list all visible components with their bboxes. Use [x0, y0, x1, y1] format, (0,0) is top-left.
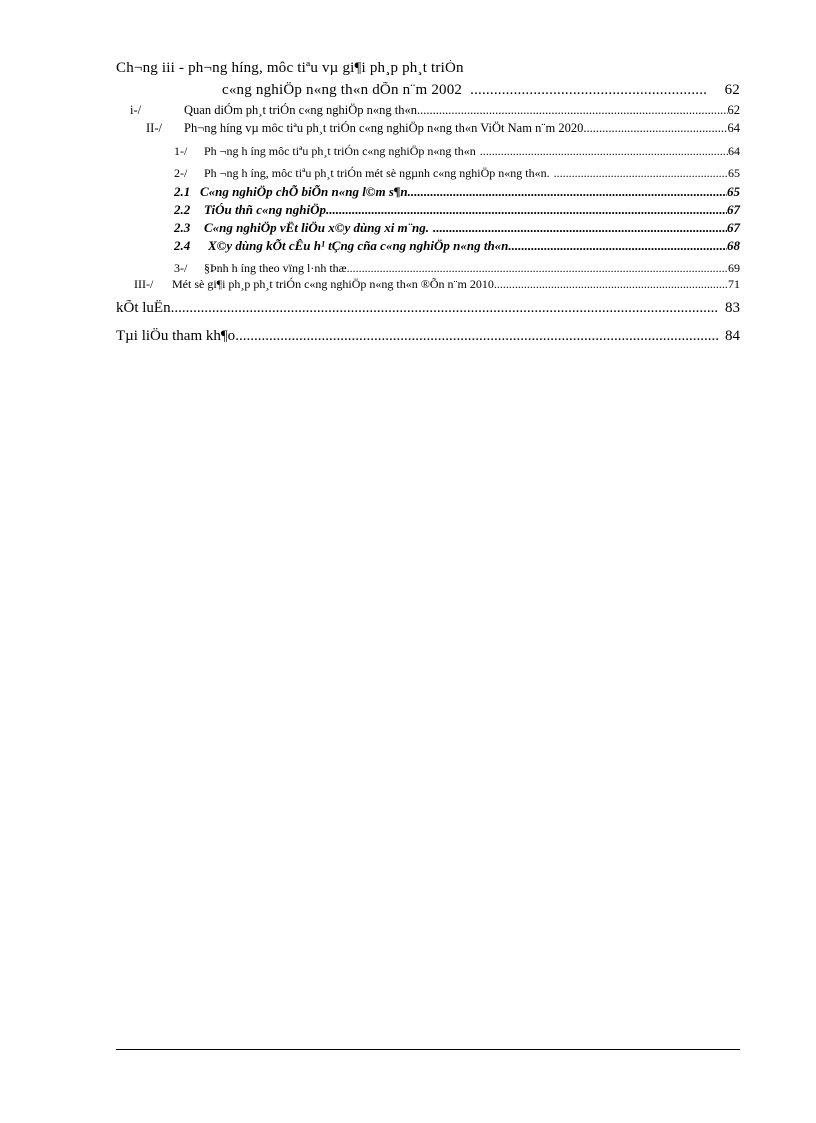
entry-page-number: 68	[727, 238, 740, 253]
entry-text: Ph¬ng híng vµ môc tiªu ph¸t triÓn c«ng nghiÖp n«ng th«n ViÖt Nam n¨m 2020	[184, 121, 584, 135]
footer-rule	[116, 1049, 740, 1050]
toc-entry	[116, 277, 740, 292]
leader-dots	[235, 328, 718, 345]
leader-dots	[411, 184, 727, 200]
leader-dots	[462, 82, 708, 99]
entry-number: 2-/	[174, 166, 188, 180]
entry-page-number: 71	[728, 277, 740, 291]
entry-text: C«ng nghiÖp chÕ biÕn n«ng l©m s¶n.	[200, 184, 411, 199]
leader-dots	[350, 261, 728, 276]
entry-text: §Þnh h íng theo vïng l·nh thæ.	[204, 261, 350, 275]
toc-entry	[116, 238, 740, 254]
toc-entry	[116, 166, 740, 181]
entry-page-number: 67	[727, 202, 740, 217]
toc-entry	[116, 121, 740, 136]
entry-page-number: 65	[728, 166, 740, 180]
leader-dots	[171, 300, 718, 317]
entry-number: i-/	[130, 103, 142, 117]
entry-page-number: 67	[727, 220, 740, 235]
entry-page-number: 69	[728, 261, 740, 275]
toc-entry	[116, 261, 740, 276]
leader-dots	[420, 103, 727, 118]
entry-text: C«ng nghiÖp vËt liÖu x©y dùng xi m¨ng.	[204, 220, 429, 235]
leader-dots	[497, 277, 728, 292]
entry-text: Quan diÓm ph¸t triÓn c«ng nghiÖp n«ng th«n.	[184, 103, 421, 117]
entry-page-number: 64	[727, 121, 740, 135]
entry-number: 2.1	[174, 184, 191, 199]
toc-entry	[116, 103, 740, 118]
leader-dots	[508, 238, 727, 254]
entry-page-number: 62	[727, 103, 740, 117]
references-page-number: 84	[725, 328, 740, 344]
entry-text: Mét sè gi¶i ph¸p ph¸t triÓn c«ng nghiÖp n«ng th«n ®Õn n¨m 2010.	[172, 277, 497, 291]
toc-entry	[116, 184, 740, 200]
leader-dots	[326, 202, 727, 218]
entry-text: Ph ¬ng h íng môc tiªu ph¸t triÓn c«ng nghiÖp n«ng th«n	[204, 144, 476, 158]
entry-number: 3-/	[174, 261, 188, 275]
entry-text: Ph ¬ng h íng, môc tiªu ph¸t triÓn mét sè ngµnh c«ng nghiÖp n«ng th«n.	[204, 166, 550, 180]
leader-dots	[476, 144, 728, 159]
conclusion-page-number: 83	[725, 300, 740, 316]
toc-entry	[116, 220, 740, 236]
entry-number: 2.3	[174, 220, 191, 235]
entry-text: TiÓu thñ c«ng nghiÖp	[204, 202, 326, 217]
leader-dots	[429, 220, 727, 236]
leader-dots	[583, 121, 727, 136]
chapter-page-number: 62	[724, 82, 740, 98]
entry-number: 2.4	[174, 238, 191, 253]
references-text: Tµi liÖu tham kh¶o	[116, 328, 236, 344]
toc-entry	[116, 144, 740, 159]
toc-chapter-line2	[116, 82, 740, 99]
entry-page-number: 64	[728, 144, 740, 158]
toc-chapter-line1	[116, 60, 740, 77]
toc-references	[116, 328, 740, 345]
entry-number: III-/	[134, 277, 154, 291]
chapter-title-line1: Ch¬ng iii - ph¬ng híng, môc tiªu vµ gi¶i ph¸p ph¸t triÓn	[116, 60, 464, 76]
entry-page-number: 65	[727, 184, 740, 199]
entry-text: X©y dùng kÕt cÊu h¹ tÇng cña c«ng nghiÖp n«ng th«n	[208, 238, 509, 253]
entry-number: 2.2	[174, 202, 191, 217]
leader-dots	[550, 166, 728, 181]
toc-conclusion	[116, 300, 740, 317]
entry-number: II-/	[146, 121, 162, 135]
entry-number: 1-/	[174, 144, 188, 158]
chapter-title-line2: c«ng nghiÖp n«ng th«n dÕn n¨m 2002	[222, 82, 463, 98]
conclusion-text: kÕt luËn	[116, 300, 171, 316]
toc-entry	[116, 202, 740, 218]
